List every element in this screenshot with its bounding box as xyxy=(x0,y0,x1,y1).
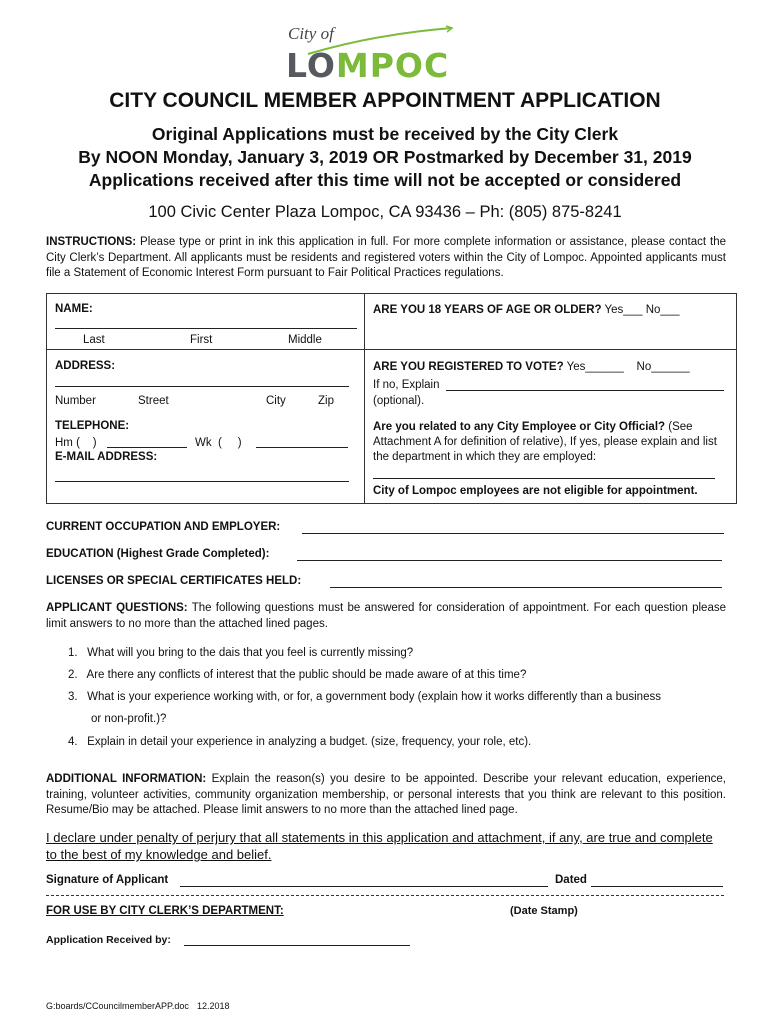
received-by-label: Application Received by: xyxy=(46,934,171,946)
clerk-address: 100 Civic Center Plaza Lompoc, CA 93436 – Ph: (805) 875-8241 xyxy=(148,203,622,221)
instructions xyxy=(46,235,726,282)
name-last-label: Last xyxy=(83,334,105,346)
clerk-section-divider xyxy=(46,895,724,896)
home-phone-field[interactable] xyxy=(107,447,187,448)
logo-city-of: City of xyxy=(288,24,334,43)
work-phone-field[interactable] xyxy=(256,447,348,448)
applicant-questions: APPLICANT QUESTIONS: The following questions must be answered for consideration of appointment. For each question please limit answers to no more than the attached lined pages. xyxy=(46,602,726,630)
logo-wordmark: LOMPOC xyxy=(286,46,450,85)
work-phone-label: Wk ( ) xyxy=(195,437,242,449)
voter-yes-field[interactable]: Yes______ xyxy=(563,361,624,373)
signature-label: Signature of Applicant xyxy=(46,874,169,886)
telephone-label: TELEPHONE: xyxy=(55,420,130,432)
instructions-label: INSTRUCTIONS: xyxy=(46,236,137,248)
education-field[interactable] xyxy=(297,560,722,561)
not-eligible-note: City of Lompoc employees are not eligible for appointment. xyxy=(373,485,698,497)
clerk-use-label: FOR USE BY CITY CLERK’S DEPARTMENT: xyxy=(46,905,284,917)
date-stamp-label: (Date Stamp) xyxy=(510,905,578,917)
voter-question: ARE YOU REGISTERED TO VOTE? Yes______ No______ xyxy=(373,361,690,373)
explain-label: If no, Explain xyxy=(373,379,440,391)
footer-date: 12.2018 xyxy=(197,1001,230,1011)
name-middle-label: Middle xyxy=(288,334,322,346)
licenses-label: LICENSES OR SPECIAL CERTIFICATES HELD: xyxy=(46,575,302,587)
instructions-text: Please type or print in ink this application in full. For more complete information or assistance, please contact the City Clerk’s Department. All applicants must be residents and registered voters within the City of Lompoc. Appointed applicants must file a Statement of Economic Interest Form pursuant to Fair Political Practices regulations. xyxy=(46,236,726,279)
related-question: Are you related to any City Employee or City Official? (See Attachment A for definition of relative), If yes, please explain and list the department in which they are employed: xyxy=(373,421,717,463)
question-3-continued: or non-profit.)? xyxy=(91,713,167,725)
address-label: ADDRESS: xyxy=(55,360,116,372)
footer-file-path: G:boards/CCouncilmemberAPP.doc xyxy=(46,1001,189,1011)
occupation-label: CURRENT OCCUPATION AND EMPLOYER: xyxy=(46,521,281,533)
question-3: 3. What is your experience working with, or for, a government body (explain how it works differently than a business xyxy=(68,691,661,703)
address-city-label: City xyxy=(266,395,286,407)
address-zip-label: Zip xyxy=(318,395,334,407)
deadline-line-3: Applications received after this time will not be accepted or considered xyxy=(88,170,682,190)
dated-label: Dated xyxy=(555,874,587,886)
name-field[interactable] xyxy=(55,328,357,329)
address-street-label: Street xyxy=(138,395,169,407)
optional-label: (optional). xyxy=(373,395,425,407)
name-first-label: First xyxy=(190,334,213,346)
explain-field[interactable] xyxy=(446,390,724,391)
address-field[interactable] xyxy=(55,386,349,387)
question-4: 4. Explain in detail your experience in analyzing a budget. (size, frequency, your role, etc). xyxy=(68,736,532,748)
deadline-line-1: Original Applications must be received by the City Clerk xyxy=(151,124,619,144)
age-question: ARE YOU 18 YEARS OF AGE OR OLDER? Yes___ No___ xyxy=(373,304,680,316)
question-1: 1. What will you bring to the dais that you feel is currently missing? xyxy=(68,647,414,659)
email-label: E-MAIL ADDRESS: xyxy=(55,451,158,463)
home-phone-label: Hm ( ) xyxy=(55,437,97,449)
city-logo xyxy=(280,22,480,85)
box-row-divider xyxy=(46,349,364,350)
name-label: NAME: xyxy=(55,303,93,315)
related-field[interactable] xyxy=(373,478,715,479)
age-answer-field[interactable]: Yes___ No___ xyxy=(601,304,680,316)
box-row-divider-right xyxy=(364,349,737,350)
page-title: CITY COUNCIL MEMBER APPOINTMENT APPLICATION xyxy=(109,89,661,112)
question-2: 2. Are there any conflicts of interest that the public should be made aware of at this time? xyxy=(68,669,527,681)
address-number-label: Number xyxy=(55,395,96,407)
perjury-declaration: I declare under penalty of perjury that all statements in this application and attachment, if any, are true and complete to the best of my knowledge and belief. xyxy=(46,830,713,862)
additional-information: ADDITIONAL INFORMATION: Explain the reason(s) you desire to be appointed. Describe your relevant education, experience, training, volunteer activities, community organization membership, or personal interests that you think are relevant to this position. Resume/Bio may be attached. Please limit answers to no more than the attached lined page. xyxy=(46,773,726,816)
education-label: EDUCATION (Highest Grade Completed): xyxy=(46,548,270,560)
received-by-field[interactable] xyxy=(184,945,410,946)
signature-field[interactable] xyxy=(180,886,548,887)
licenses-field[interactable] xyxy=(330,587,722,588)
voter-no-field[interactable]: No______ xyxy=(636,361,690,373)
box-divider xyxy=(364,293,365,504)
email-field[interactable] xyxy=(55,481,349,482)
deadline-line-2: By NOON Monday, January 3, 2019 OR Postmarked by December 31, 2019 xyxy=(78,147,692,167)
dated-field[interactable] xyxy=(591,886,723,887)
occupation-field[interactable] xyxy=(302,533,724,534)
